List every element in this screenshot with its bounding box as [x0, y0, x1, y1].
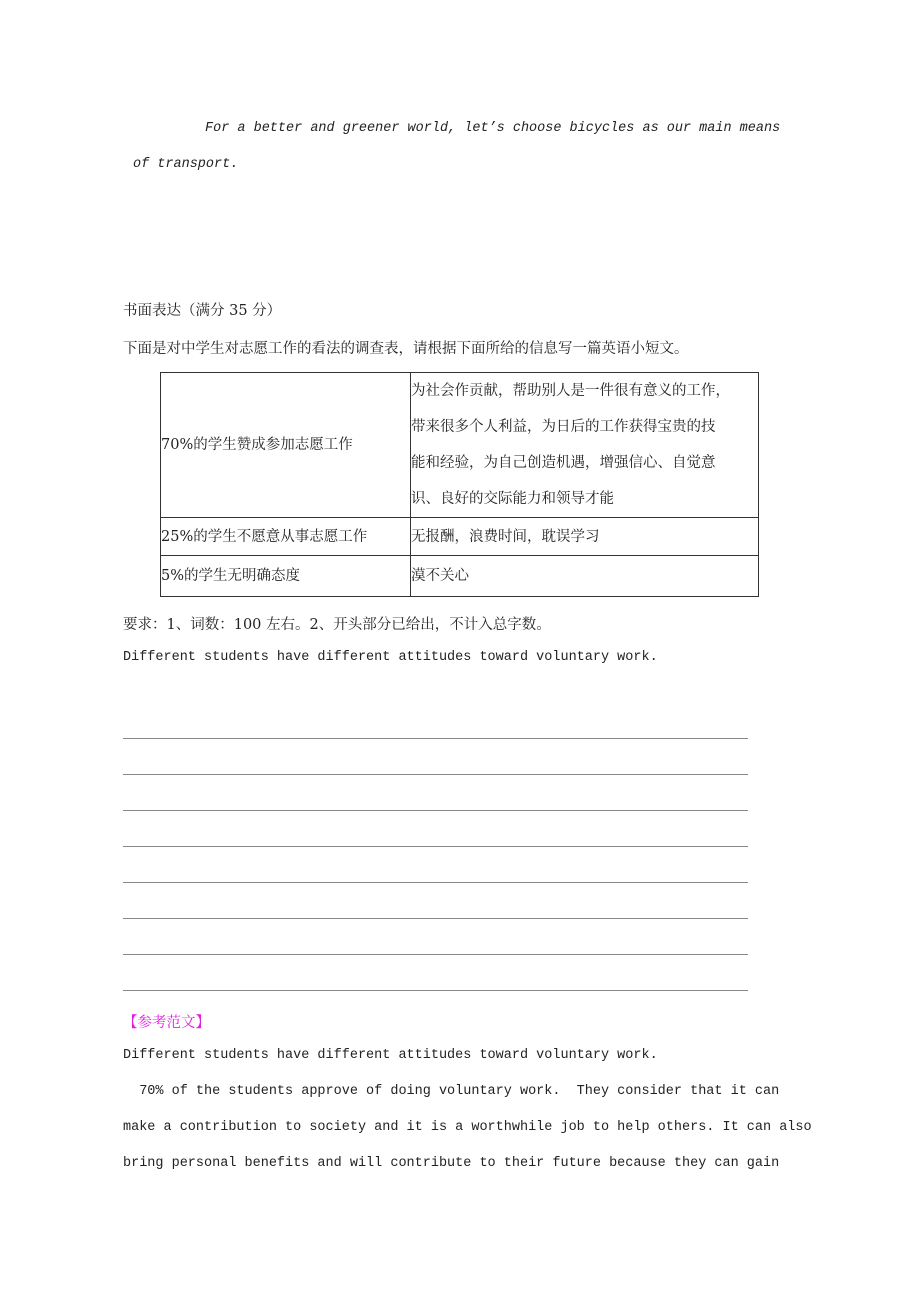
- survey-table: [160, 372, 759, 597]
- table-row: [161, 556, 759, 597]
- essay-line: make a contribution to society and it is a worthwhile job to help others. It can also: [123, 1120, 812, 1135]
- writing-line: [123, 810, 748, 811]
- essay-line: bring personal benefits and will contribute to their future because they can gain: [123, 1156, 780, 1171]
- reasons-cell: 漠不关心: [411, 556, 759, 597]
- reason-line: 识、良好的交际能力和领导才能: [411, 491, 614, 507]
- essay-line: Different students have different attitudes toward voluntary work.: [123, 1048, 658, 1063]
- writing-line: [123, 882, 748, 883]
- group-cell: 5%的学生无明确态度: [161, 556, 411, 597]
- reasons-cell: [411, 373, 759, 518]
- writing-line: [123, 954, 748, 955]
- opening-line: Different students have different attitudes toward voluntary work.: [123, 650, 658, 665]
- table-row: [161, 373, 759, 518]
- reason-line: 为社会作贡献，帮助别人是一件很有意义的工作，: [411, 383, 730, 399]
- instruction-text: 下面是对中学生对志愿工作的看法的调查表，请根据下面所给的信息写一篇英语小短文。: [123, 341, 689, 357]
- section-title: 书面表达（满分 35 分）: [123, 303, 282, 319]
- group-cell: 70%的学生赞成参加志愿工作: [161, 373, 411, 518]
- writing-line: [123, 774, 748, 775]
- writing-line: [123, 990, 748, 991]
- reason-line: 带来很多个人利益，为日后的工作获得宝贵的技: [411, 419, 716, 435]
- essay-line: 70% of the students approve of doing voluntary work. They consider that it can: [123, 1084, 780, 1099]
- reasons-cell: 无报酬，浪费时间，耽误学习: [411, 518, 759, 556]
- writing-line: [123, 846, 748, 847]
- reason-line: 能和经验，为自己创造机遇，增强信心、自觉意: [411, 455, 716, 471]
- requirements-text: 要求：1、词数：100 左右。2、开头部分已给出，不计入总字数。: [123, 617, 551, 633]
- intro-sentence-line-2: of transport.: [133, 157, 239, 172]
- writing-line: [123, 738, 748, 739]
- writing-line: [123, 918, 748, 919]
- intro-sentence-line-1: For a better and greener world, let’s choose bicycles as our main means: [205, 121, 781, 136]
- group-cell: 25%的学生不愿意从事志愿工作: [161, 518, 411, 556]
- answer-label: 【参考范文】: [123, 1015, 210, 1031]
- table-row: [161, 518, 759, 556]
